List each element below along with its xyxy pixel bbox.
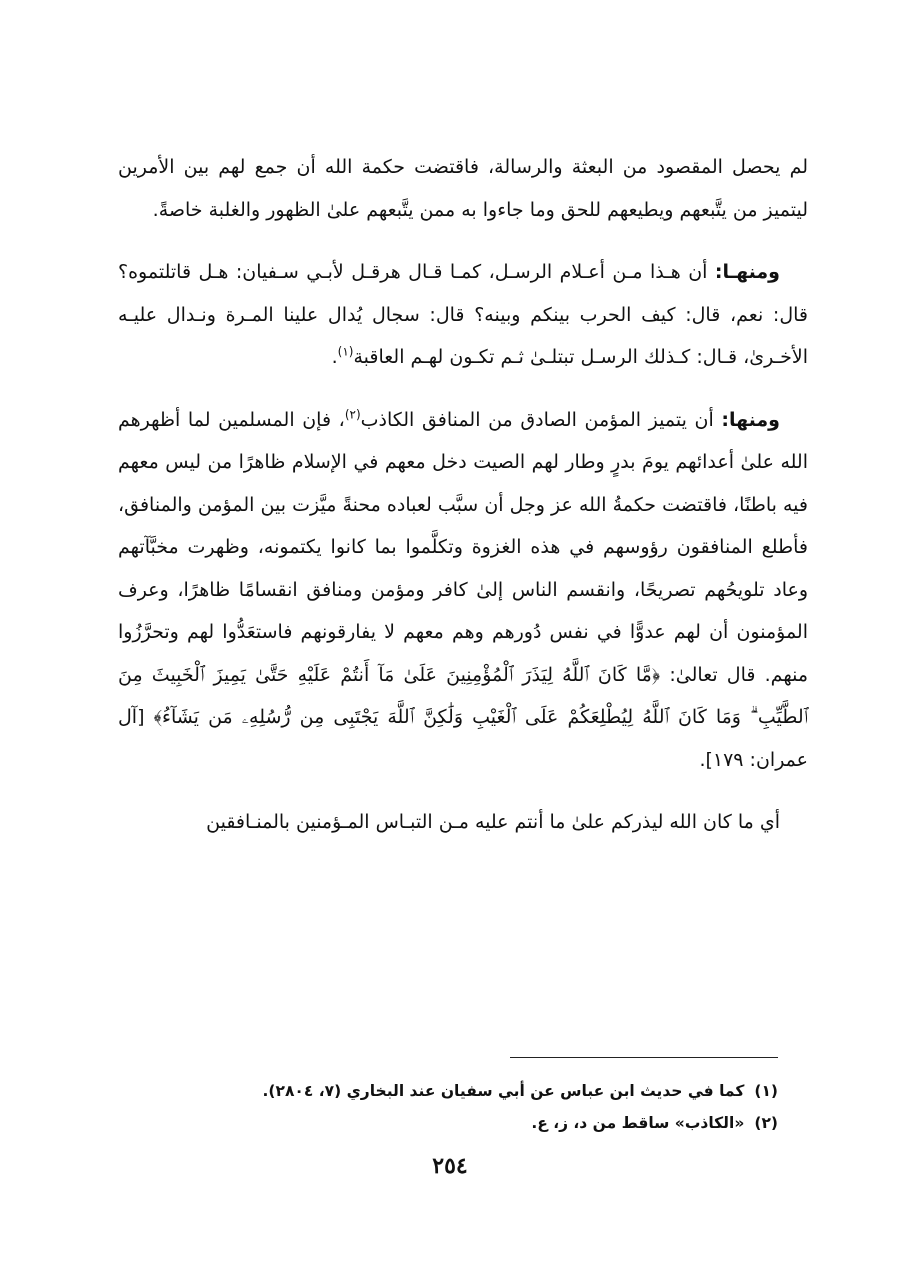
quran-verse: ﴿مَّا كَانَ ٱللَّهُ لِيَذَرَ ٱلْمُؤْمِنِينَ عَلَىٰ مَآ أَنتُمْ عَلَيْهِ حَتَّىٰ يَمِيزَ ٱلْخَبِيثَ مِنَ ٱلطَّيِّبِ ۗ وَمَا كَانَ ٱللَّهُ لِيُطْلِعَكُمْ عَلَى ٱلْغَيْبِ وَلَٰكِنَّ ٱللَّهَ يَجْتَبِى مِن رُّسُلِهِۦ مَن يَشَآءُ﴾ [118, 663, 808, 728]
paragraph-4-text: أي ما كان الله ليذركم علىٰ ما أنتم عليه مـن التبـاس المـؤمنين بالمنـافقين [206, 811, 780, 833]
footnote-1-text: كما في حديث ابن عباس عن أبي سفيان عند البخاري (٧، ٢٨٠٤). [262, 1082, 745, 1100]
paragraph-3-lead: ومنها: [721, 408, 780, 431]
footnote-ref-2[interactable]: (٢) [344, 407, 361, 422]
footnote-2 [118, 1107, 778, 1139]
footnote-divider [510, 1057, 778, 1058]
paragraph-1-text: لم يحصل المقصود من البعثة والرسالة، فاقتضت حكمة الله أن جمع لهم بين الأمرين ليتميز من يتَّبعهم ويطيعهم للحق وما جاءوا به ممن يتَّبعهم علىٰ الظهور والغلبة خاصةً. [118, 156, 808, 221]
paragraph-1 [118, 146, 808, 231]
footnote-2-number: (٢) [754, 1114, 778, 1132]
paragraph-3 [118, 399, 808, 782]
paragraph-3-text-2: ، فإن المسلمين لما أظهرهم الله علىٰ أعدائهم يومَ بدرٍ وطار لهم الصيت دخل معهم في الإسلام ظاهرًا من ليس معهم فيه باطنًا، فاقتضت حكمةُ الله عز وجل أن سبَّب لعباده محنةً ميَّزت بين المؤمن والمنافق، فأطلع المنافقون رؤوسهم في هذه الغزوة وتكلَّموا بما كانوا يكتمونه، وظهرت مخبَّآتهم وعاد تلويحُهم تصريحًا، وانقسم الناس إلىٰ كافر ومؤمن ومنافق انقسامًا ظاهرًا، وعرف المؤمنون أن لهم عدوًّا في نفس دُورهم وهم معهم لا يفارقونهم فاستعَدُّوا لهم وتحرَّزُوا منهم. قال تعالىٰ: [118, 408, 808, 686]
paragraph-2-end: . [331, 346, 338, 368]
paragraph-4 [118, 801, 808, 844]
footnote-1-number: (١) [754, 1082, 778, 1100]
footnote-1 [118, 1075, 778, 1107]
footnote-ref-1[interactable]: (١) [337, 344, 354, 359]
paragraph-2 [118, 251, 808, 379]
paragraph-2-text: أن هـذا مـن أعـلام الرسـل، كمـا قـال هرقـل لأبـي سـفيان: هـل قاتلتموه؟ قال: نعم، قال: كيف الحرب بينكم وبينه؟ قال: سجال يُدال علينا المـرة ونـدال عليـه الأخـرىٰ، قـال: كـذلك الرسـل تبتلـىٰ ثـم تكـون لهـم العاقبة [118, 261, 808, 368]
verse-citation: [آل عمران: ١٧٩]. [118, 706, 808, 771]
footnotes [118, 1075, 778, 1139]
main-text [118, 146, 808, 864]
footnote-2-text: «الكاذب» ساقط من د، ز، ع. [531, 1114, 745, 1132]
page-number: ٢٥٤ [432, 1153, 468, 1179]
paragraph-3-text-1: أن يتميز المؤمن الصادق من المنافق الكاذب [360, 408, 722, 431]
paragraph-2-lead: ومنهـا: [714, 261, 780, 283]
